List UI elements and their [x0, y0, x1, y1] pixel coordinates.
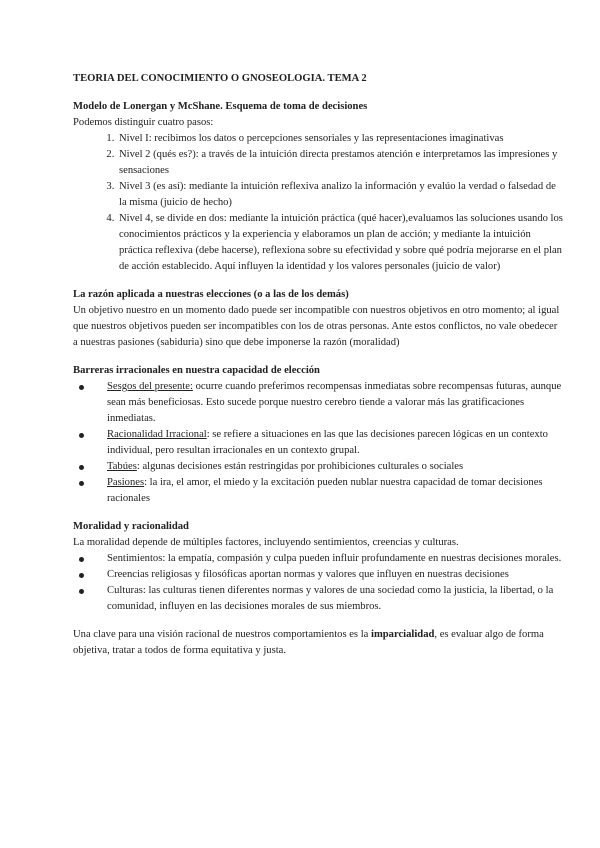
- bullet-icon: [79, 557, 84, 562]
- term-label: Pasiones: [107, 477, 145, 488]
- list-item: 2. Nivel 2 (qués es?): a través de la intuición directa prestamos atención e interpretamos las impresiones y sensaciones: [117, 147, 563, 179]
- section-heading: Barreras irracionales en nuestra capacidad de elección: [73, 365, 320, 376]
- section-intro: La moralidad depende de múltiples factores, incluyendo sentimientos, creencias y culturas.: [73, 537, 459, 548]
- list-item: [73, 475, 563, 507]
- list-item-text: Culturas: las culturas tienen diferentes normas y valores de una sociedad como la justicia, la libertad, o la comunidad, influyen en las decisiones morales de sus miembros.: [107, 585, 554, 612]
- bullet-list: [73, 379, 563, 507]
- term-text: : se refiere a situaciones en las que las decisiones parecen lógicas en un contexto individual, pero resultan irracionales en un contexto grupal.: [107, 429, 548, 456]
- section-applied-reason: [73, 287, 563, 351]
- bullet-icon: [79, 433, 84, 438]
- closing-paragraph: [73, 627, 563, 659]
- bullet-icon: [79, 385, 84, 390]
- numbered-list: [73, 131, 563, 275]
- list-item: 3. Nivel 3 (es así): mediante la intuición reflexiva analizo la información y evalúo la verdad o falsedad de la misma (juicio de hecho): [117, 179, 563, 211]
- bullet-icon: [79, 465, 84, 470]
- document-title: TEORIA DEL CONOCIMIENTO O GNOSEOLOGIA. TEMA 2: [73, 73, 367, 84]
- list-item-text: Creencias religiosas y filosóficas aportan normas y valores que influyen en nuestras decisiones: [107, 569, 509, 580]
- section-heading: La razón aplicada a nuestras elecciones (o a las de los demás): [73, 289, 349, 300]
- list-item: [73, 583, 563, 615]
- closing-text-start: Una clave para una visión racional de nuestros comportamientos es la: [73, 629, 371, 640]
- document-page: [73, 71, 563, 659]
- bullet-icon: [79, 589, 84, 594]
- list-item: [73, 551, 563, 567]
- closing-text-end: , es evaluar algo de forma objetiva, tratar a todos de forma equitativa y justa.: [73, 629, 544, 656]
- closing-keyword: imparcialidad: [371, 629, 435, 640]
- list-item: 4. Nivel 4, se divide en dos: mediante la intuición práctica (qué hacer),evaluamos las soluciones usando los conocimientos prácticos y la experiencia y elaboramos un plan de acción; y mediante la intuición práctica reflexiva (debe hacerse), reflexiona sobre su efectividad y sobre qué podría mejorarse en el plan de acción establecido. Aquí influyen la identidad y los valores personales (juicio de valor): [117, 211, 563, 275]
- term-label: Racionalidad Irracional: [107, 429, 207, 440]
- list-item-text: Sentimientos: la empatía, compasión y culpa pueden influir profundamente en nuestras decisiones morales.: [107, 553, 562, 564]
- section-heading: Modelo de Lonergan y McShane. Esquema de toma de decisiones: [73, 101, 368, 112]
- term-label: Sesgos del presente:: [107, 381, 193, 392]
- list-item: 1. Nivel I: recibimos los datos o percepciones sensoriales y las representaciones imaginativas: [117, 131, 563, 147]
- section-irrational-barriers: [73, 363, 563, 507]
- list-item: [73, 459, 563, 475]
- bullet-icon: [79, 481, 84, 486]
- section-heading: Moralidad y racionalidad: [73, 521, 189, 532]
- section-body: Un objetivo nuestro en un momento dado puede ser incompatible con nuestros objetivos en otro momento; al igual que nuestros objetivos pueden ser incompatibles con los de otras personas. Ante estos conflictos, no vale obedecer a nuestras pasiones (sabiduria) sino que debe imponerse la razón (moralidad): [73, 305, 560, 348]
- list-item: [73, 427, 563, 459]
- term-text: : la ira, el amor, el miedo y la excitación pueden nublar nuestra capacidad de tomar decisiones racionales: [107, 477, 543, 504]
- term-text: : algunas decisiones están restringidas por prohibiciones culturales o sociales: [136, 461, 464, 472]
- bullet-list: [73, 551, 563, 615]
- list-item: [73, 567, 563, 583]
- list-item: [73, 379, 563, 427]
- term-label: Tabúes: [107, 461, 137, 472]
- bullet-icon: [79, 573, 84, 578]
- section-morality-rationality: [73, 519, 563, 615]
- section-decision-model: [73, 99, 563, 275]
- section-intro: Podemos distinguir cuatro pasos:: [73, 117, 214, 128]
- term-text: ocurre cuando preferimos recompensas inmediatas sobre recompensas futuras, aunque sean más beneficiosas. Esto sucede porque nuestro cerebro tiende a valorar más las gratificaciones inmediatas.: [107, 381, 562, 424]
